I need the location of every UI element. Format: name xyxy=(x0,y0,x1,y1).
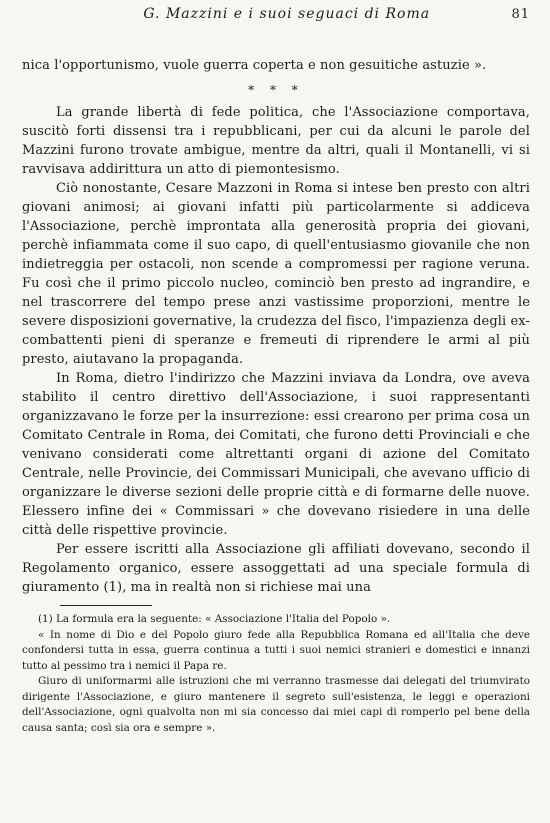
section-separator: * * * xyxy=(248,83,304,97)
footnote-1: (1) La formula era la seguente: « Associazione l'Italia del Popolo ». xyxy=(38,613,391,625)
book-page xyxy=(22,6,530,736)
footnote-oath-1: « In nome di Dio e del Popolo giuro fede alla Repubblica Romana ed all'Italia che deve confondersi tutta in essa, guerra continua a tutti i suoi nemici stranieri e domestici e innanzi tutto al pessimo tra i nemici il Papa re. xyxy=(22,628,530,672)
running-header xyxy=(22,6,530,32)
paragraph-4: Per essere iscritti alla Associazione gli affiliati dovevano, secondo il Regolamento organico, essere assoggettati ad una speciale formula di giuramento (1), ma in realtà non si richiese mai una xyxy=(22,542,530,595)
paragraph-1: La grande libertà di fede politica, che l'Associazione comportava, suscitò forti dissensi tra i repubblicani, per cui da alcuni le parole del Mazzini furono trovate ambigue, mentre da altri, quali il Montanelli, vi si ravvisava addirittura un atto di piemontesismo. xyxy=(22,105,530,177)
running-title: G. Mazzini e i suoi seguaci di Roma xyxy=(143,6,431,22)
footnotes xyxy=(22,612,530,736)
paragraph-3: In Roma, dietro l'indirizzo che Mazzini inviava da Londra, ove aveva stabilito il centro direttivo dell'Associazione, i suoi rappresentanti organizzavano le forze per la insurrezione: essi crearono per prima cosa un Comitato Centrale in Roma, dei Comitati, che furono detti Provinciali e che venivano considerati come altrettanti organi di azione del Comitato Centrale, nelle Provincie, dei Commissari Municipali, che avevano ufficio di organizzare le diverse sezioni delle proprie città e di formarne delle nuove. Elessero infine dei « Commissari » che dovevano risiedere in una delle città delle rispettive provincie. xyxy=(22,371,530,538)
lead-fragment: nica l'opportunismo, vuole guerra coperta e non gesuitiche astuzie ». xyxy=(22,58,487,73)
paragraph-2: Ciò nonostante, Cesare Mazzoni in Roma si intese ben presto con altri giovani animosi; ai giovani infatti più particolarmente si addiceva l'Associazione, perchè improntata alla generosità propria dei giovani, perchè infiammata come il suo capo, di quell'entusiasmo giovanile che non indietreggia per ostacoli, non scende a compromessi per ragione veruna. Fu così che il primo piccolo nucleo, cominciò ben presto ad ingrandire, e nel trascorrere del tempo prese anzi vastissime proporzioni, mentre le severe disposizioni governative, la crudezza del fisco, l'impazienza degli ex-combattenti pieni di speranze e fremeuti di riprendere le armi al più presto, aiutavano la propaganda. xyxy=(22,181,530,367)
page-number: 81 xyxy=(511,7,530,22)
footnote-rule xyxy=(60,605,152,606)
footnote-oath-2: Giuro di uniformarmi alle istruzioni che mi verranno trasmesse dai delegati del triumvirato dirigente l'Associazione, e giuro mantenere il segreto sull'esistenza, le leggi e operazioni dell'Associazione, ogni qualvolta non mi sia concesso dai miei capi di romperlo pel bene della causa santa; così sia ora e sempre ». xyxy=(22,675,530,734)
